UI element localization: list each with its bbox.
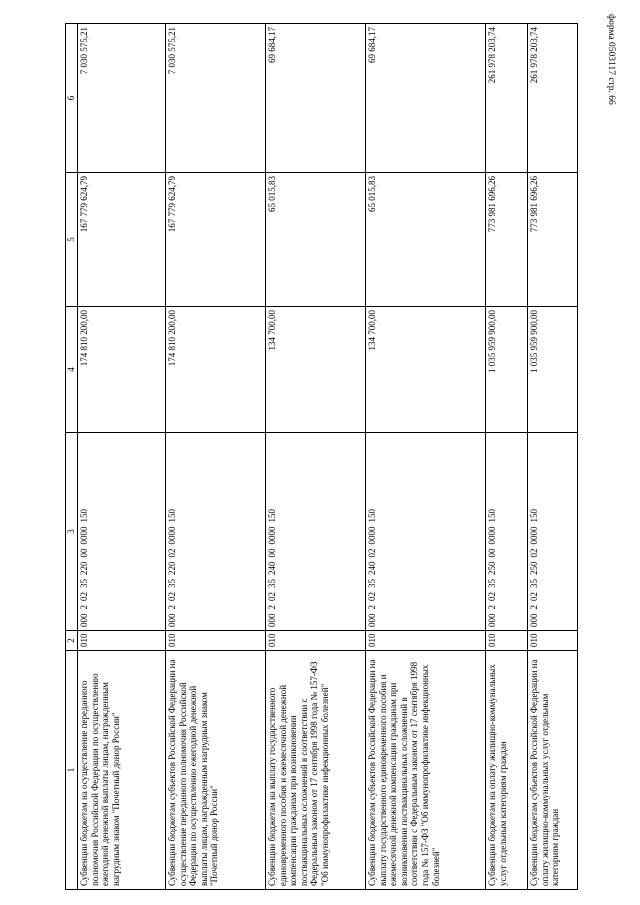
indicator-name: Субвенции бюджетам на выплату государственного единовременного пособия и ежемесячной денежной компенсации гражданам при возникновении поствакцинальных осложнений в соответствии с Федеральным законом от 17 сентября 1998 года № 157-ФЗ "Об иммунопрофилактике инфекционных болезней"	[266, 651, 366, 890]
budget-classification-code: 00020235250000000150	[486, 433, 528, 631]
line-code: 010	[166, 631, 266, 651]
header-cell-2: 2	[66, 631, 78, 651]
line-code: 010	[528, 631, 578, 651]
approved-amount: 174 810 200,00	[166, 307, 266, 433]
approved-amount: 134 700,00	[266, 307, 366, 433]
header-row	[66, 24, 78, 890]
executed-amount: 65 015,83	[266, 173, 366, 307]
indicator-name: Субвенции бюджетам на оплату жилищно-коммунальных услуг отдельным категориям граждан	[486, 651, 528, 890]
budget-classification-code: 00020235240020000150	[366, 433, 486, 631]
approved-amount: 134 700,00	[366, 307, 486, 433]
header-cell-4: 4	[66, 307, 78, 433]
indicator-name: Субвенции бюджетам субъектов Российской Федерации на оплату жилищно-коммунальных услуг отдельным категориям граждан	[528, 651, 578, 890]
line-code: 010	[486, 631, 528, 651]
budget-classification-code: 00020235250020000150	[528, 433, 578, 631]
indicator-name: Субвенции бюджетам субъектов Российской Федерации на выплату государственного единовременного пособия и ежемесячной денежной компенсации гражданам при возникновении поствакцинальных осложнений в соответствии с Федеральным законом от 17 сентября 1998 года № 157-ФЗ "Об иммунопрофилактике инфекционных болезней"	[366, 651, 486, 890]
table-row	[366, 24, 486, 890]
form-label: форма 0503117 стр. 66	[606, 14, 616, 105]
unexecuted-amount: 69 684,17	[266, 24, 366, 173]
approved-amount: 1 035 959 900,00	[528, 307, 578, 433]
unexecuted-amount: 261 978 203,74	[528, 24, 578, 173]
budget-classification-code: 00020235240000000150	[266, 433, 366, 631]
table-row	[78, 24, 166, 890]
approved-amount: 1 035 959 900,00	[486, 307, 528, 433]
budget-classification-code: 00020235220020000150	[166, 433, 266, 631]
indicator-name: Субвенции бюджетам субъектов Российской Федерации на осуществление переданного полномочия Российской Федерации по осуществлению ежегодной денежной выплаты лицам, награжденным нагрудным знаком "Почетный донор России"	[166, 651, 266, 890]
header-cell-6: 6	[66, 24, 78, 173]
unexecuted-amount: 261 978 203,74	[486, 24, 528, 173]
table-row	[266, 24, 366, 890]
table-row	[166, 24, 266, 890]
line-code: 010	[266, 631, 366, 651]
header-cell-5: 5	[66, 173, 78, 307]
line-code: 010	[366, 631, 486, 651]
header-cell-3: 3	[66, 433, 78, 631]
rotated-page	[65, 24, 601, 890]
executed-amount: 167 779 624,79	[166, 173, 266, 307]
approved-amount: 174 810 200,00	[78, 307, 166, 433]
unexecuted-amount: 7 030 575,21	[78, 24, 166, 173]
unexecuted-amount: 69 684,17	[366, 24, 486, 173]
header-cell-1: 1	[66, 651, 78, 890]
indicator-name: Субвенции бюджетам на осуществление переданного полномочия Российской Федерации по осуществлению ежегодной денежной выплаты лицам, награжденным нагрудным знаком "Почетный донор России"	[78, 651, 166, 890]
line-code: 010	[78, 631, 166, 651]
report-table	[65, 23, 578, 890]
executed-amount: 65 015,83	[366, 173, 486, 307]
table-row	[486, 24, 528, 890]
unexecuted-amount: 7 030 575,21	[166, 24, 266, 173]
executed-amount: 773 981 696,26	[486, 173, 528, 307]
executed-amount: 167 779 624,79	[78, 173, 166, 307]
executed-amount: 773 981 696,26	[528, 173, 578, 307]
table-row	[528, 24, 578, 890]
budget-classification-code: 00020235220000000150	[78, 433, 166, 631]
